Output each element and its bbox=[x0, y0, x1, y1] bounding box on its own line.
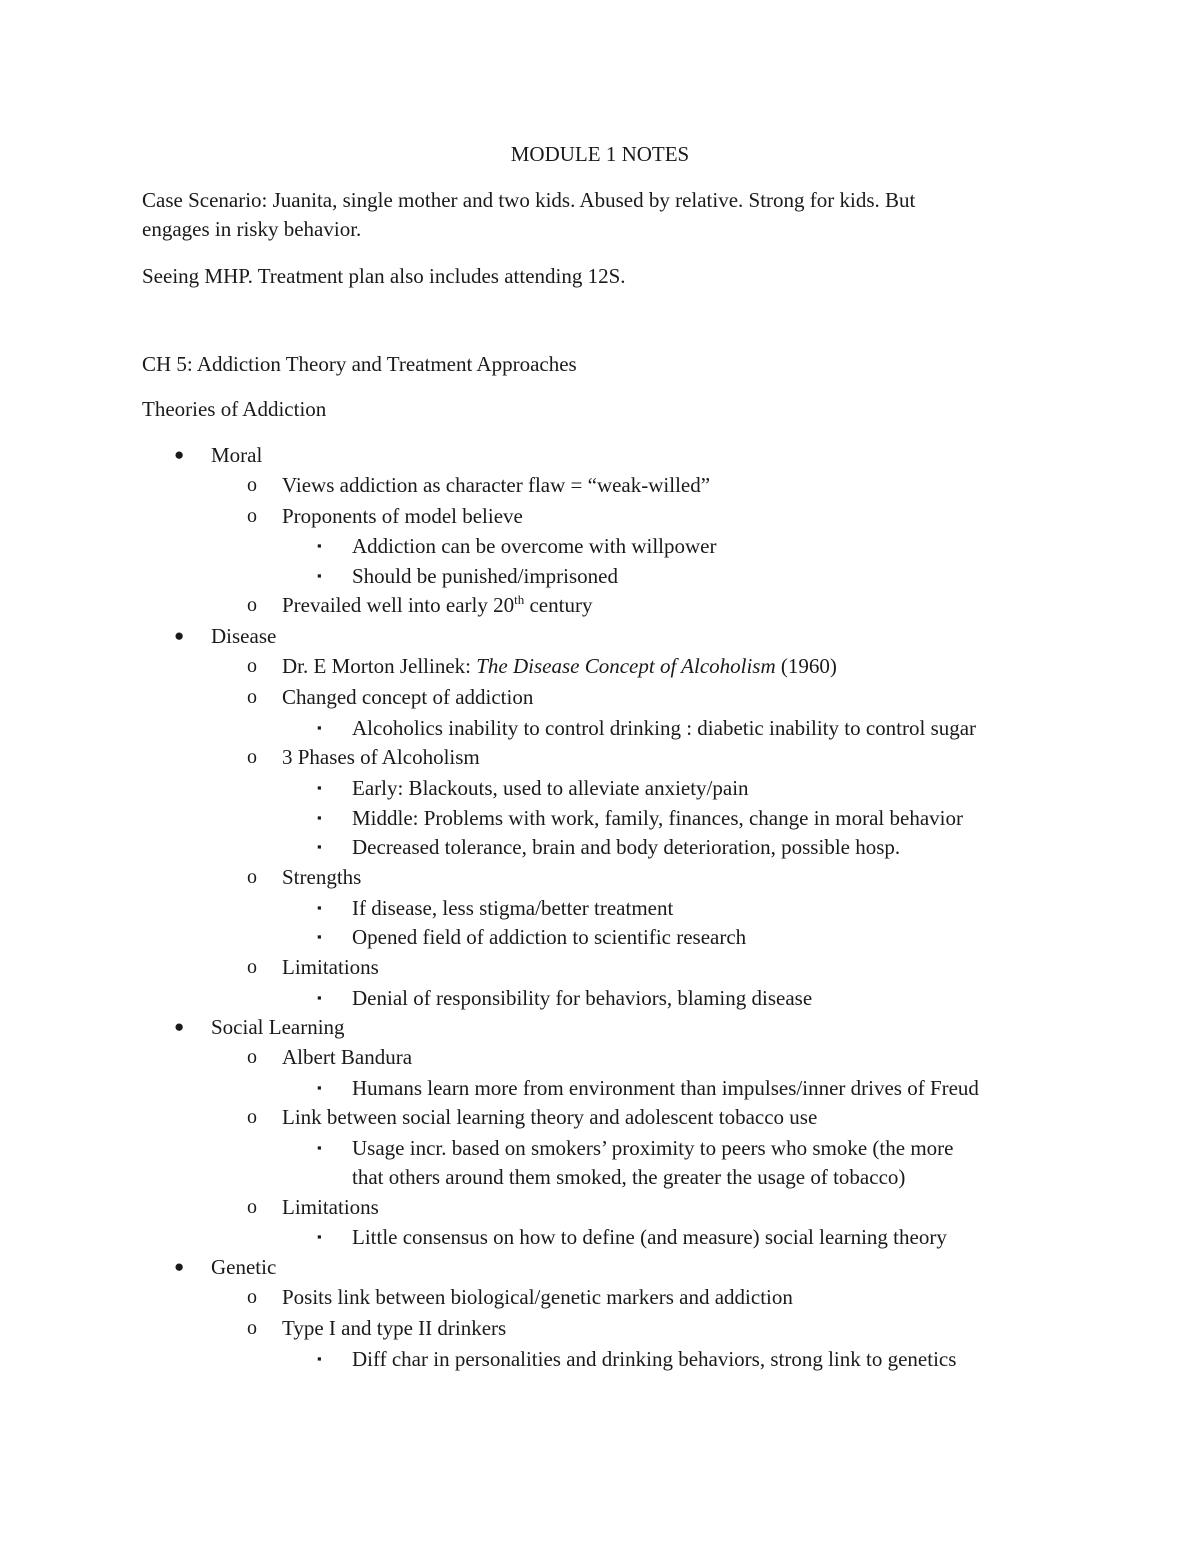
list-item bbox=[0, 862, 1200, 892]
circle-bullet-icon: o bbox=[247, 1317, 257, 1339]
square-bullet-icon: ▪ bbox=[317, 1229, 322, 1244]
circle-bullet-icon: o bbox=[247, 746, 257, 768]
list-item bbox=[0, 803, 1200, 833]
list-text: Posits link between biological/genetic markers and addiction bbox=[282, 1285, 793, 1309]
circle-bullet-icon: o bbox=[247, 474, 257, 496]
list-item bbox=[0, 952, 1200, 982]
list-text: Views addiction as character flaw = “weak-willed” bbox=[282, 473, 711, 497]
circle-bullet-icon: o bbox=[247, 505, 257, 527]
bullet-icon: ● bbox=[174, 1257, 185, 1276]
list-item bbox=[0, 621, 1200, 651]
bullet-icon: ● bbox=[174, 1017, 185, 1036]
list-item bbox=[0, 440, 1200, 470]
list-item bbox=[0, 1102, 1200, 1132]
list-item bbox=[0, 1133, 1200, 1163]
list-item bbox=[0, 1222, 1200, 1252]
bullet-icon: ● bbox=[174, 626, 185, 645]
page-title: MODULE 1 NOTES bbox=[510, 142, 690, 166]
list-item bbox=[0, 651, 1200, 681]
section-heading: Theories of Addiction bbox=[142, 397, 327, 421]
book-title: The Disease Concept of Alcoholism bbox=[476, 654, 776, 678]
list-item bbox=[0, 922, 1200, 952]
list-text: that others around them smoked, the greater the usage of tobacco) bbox=[352, 1165, 906, 1189]
list-text: Link between social learning theory and adolescent tobacco use bbox=[282, 1105, 818, 1129]
circle-bullet-icon: o bbox=[247, 956, 257, 978]
list-item bbox=[0, 1012, 1200, 1042]
list-item bbox=[0, 1042, 1200, 1072]
case-scenario-line-2: engages in risky behavior. bbox=[142, 217, 362, 241]
list-item bbox=[0, 713, 1200, 743]
list-text: Type I and type II drinkers bbox=[282, 1316, 507, 1340]
circle-bullet-icon: o bbox=[247, 1106, 257, 1128]
square-bullet-icon: ▪ bbox=[317, 990, 322, 1005]
square-bullet-icon: ▪ bbox=[317, 929, 322, 944]
list-text: Limitations bbox=[282, 955, 379, 979]
square-bullet-icon: ▪ bbox=[317, 839, 322, 854]
list-item bbox=[0, 1073, 1200, 1103]
list-text: If disease, less stigma/better treatment bbox=[352, 896, 674, 920]
list-text bbox=[282, 590, 592, 620]
list-text: Humans learn more from environment than impulses/inner drives of Freud bbox=[352, 1076, 979, 1100]
circle-bullet-icon: o bbox=[247, 1286, 257, 1308]
list-item bbox=[0, 1252, 1200, 1282]
list-text: Diff char in personalities and drinking behaviors, strong link to genetics bbox=[352, 1347, 957, 1371]
list-item bbox=[0, 742, 1200, 772]
text-segment: century bbox=[524, 593, 593, 617]
square-bullet-icon: ▪ bbox=[317, 538, 322, 553]
list-item bbox=[0, 1192, 1200, 1222]
theory-moral: Moral bbox=[211, 443, 263, 467]
square-bullet-icon: ▪ bbox=[317, 720, 322, 735]
square-bullet-icon: ▪ bbox=[317, 1080, 322, 1095]
circle-bullet-icon: o bbox=[247, 866, 257, 888]
square-bullet-icon: ▪ bbox=[317, 568, 322, 583]
list-text: Albert Bandura bbox=[282, 1045, 413, 1069]
list-item bbox=[0, 531, 1200, 561]
list-item bbox=[0, 501, 1200, 531]
square-bullet-icon: ▪ bbox=[317, 1351, 322, 1366]
list-item-continuation bbox=[0, 1162, 1200, 1192]
list-item bbox=[0, 773, 1200, 803]
list-text: 3 Phases of Alcoholism bbox=[282, 745, 480, 769]
text-segment: (1960) bbox=[775, 654, 837, 678]
list-item bbox=[0, 893, 1200, 923]
chapter-heading: CH 5: Addiction Theory and Treatment Approaches bbox=[142, 352, 577, 376]
list-item bbox=[0, 682, 1200, 712]
list-text: Usage incr. based on smokers’ proximity to peers who smoke (the more bbox=[352, 1136, 954, 1160]
circle-bullet-icon: o bbox=[247, 1196, 257, 1218]
list-text: Opened field of addiction to scientific research bbox=[352, 925, 747, 949]
treatment-paragraph: Seeing MHP. Treatment plan also includes attending 12S. bbox=[142, 264, 626, 288]
list-text: Strengths bbox=[282, 865, 362, 889]
theory-social-learning: Social Learning bbox=[211, 1015, 345, 1039]
square-bullet-icon: ▪ bbox=[317, 1140, 322, 1155]
case-scenario-paragraph bbox=[142, 186, 1042, 244]
list-item bbox=[0, 1282, 1200, 1312]
list-text: Little consensus on how to define (and measure) social learning theory bbox=[352, 1225, 947, 1249]
list-text bbox=[282, 651, 837, 681]
square-bullet-icon: ▪ bbox=[317, 780, 322, 795]
list-text: Should be punished/imprisoned bbox=[352, 564, 618, 588]
list-item bbox=[0, 470, 1200, 500]
list-text: Early: Blackouts, used to alleviate anxiety/pain bbox=[352, 776, 749, 800]
list-item bbox=[0, 1344, 1200, 1374]
list-item bbox=[0, 590, 1200, 620]
list-text: Changed concept of addiction bbox=[282, 685, 534, 709]
theory-genetic: Genetic bbox=[211, 1255, 277, 1279]
list-item bbox=[0, 983, 1200, 1013]
text-segment: Dr. E Morton Jellinek: bbox=[282, 654, 477, 678]
list-text: Denial of responsibility for behaviors, blaming disease bbox=[352, 986, 813, 1010]
circle-bullet-icon: o bbox=[247, 686, 257, 708]
list-item bbox=[0, 561, 1200, 591]
list-text: Proponents of model believe bbox=[282, 504, 523, 528]
list-text: Addiction can be overcome with willpower bbox=[352, 534, 717, 558]
list-text: Alcoholics inability to control drinking : diabetic inability to control sugar bbox=[352, 716, 977, 740]
list-item bbox=[0, 1313, 1200, 1343]
superscript: th bbox=[514, 592, 525, 607]
circle-bullet-icon: o bbox=[247, 1046, 257, 1068]
list-text: Limitations bbox=[282, 1195, 379, 1219]
case-scenario-line-1: Case Scenario: Juanita, single mother and two kids. Abused by relative. Strong for kids. But bbox=[142, 188, 916, 212]
list-text: Decreased tolerance, brain and body deterioration, possible hosp. bbox=[352, 835, 901, 859]
square-bullet-icon: ▪ bbox=[317, 900, 322, 915]
bullet-icon: ● bbox=[174, 445, 185, 464]
circle-bullet-icon: o bbox=[247, 655, 257, 677]
circle-bullet-icon: o bbox=[247, 594, 257, 616]
list-item bbox=[0, 832, 1200, 862]
theory-disease: Disease bbox=[211, 624, 277, 648]
text-segment: Prevailed well into early 20 bbox=[282, 593, 515, 617]
square-bullet-icon: ▪ bbox=[317, 810, 322, 825]
list-text: Middle: Problems with work, family, finances, change in moral behavior bbox=[352, 806, 963, 830]
